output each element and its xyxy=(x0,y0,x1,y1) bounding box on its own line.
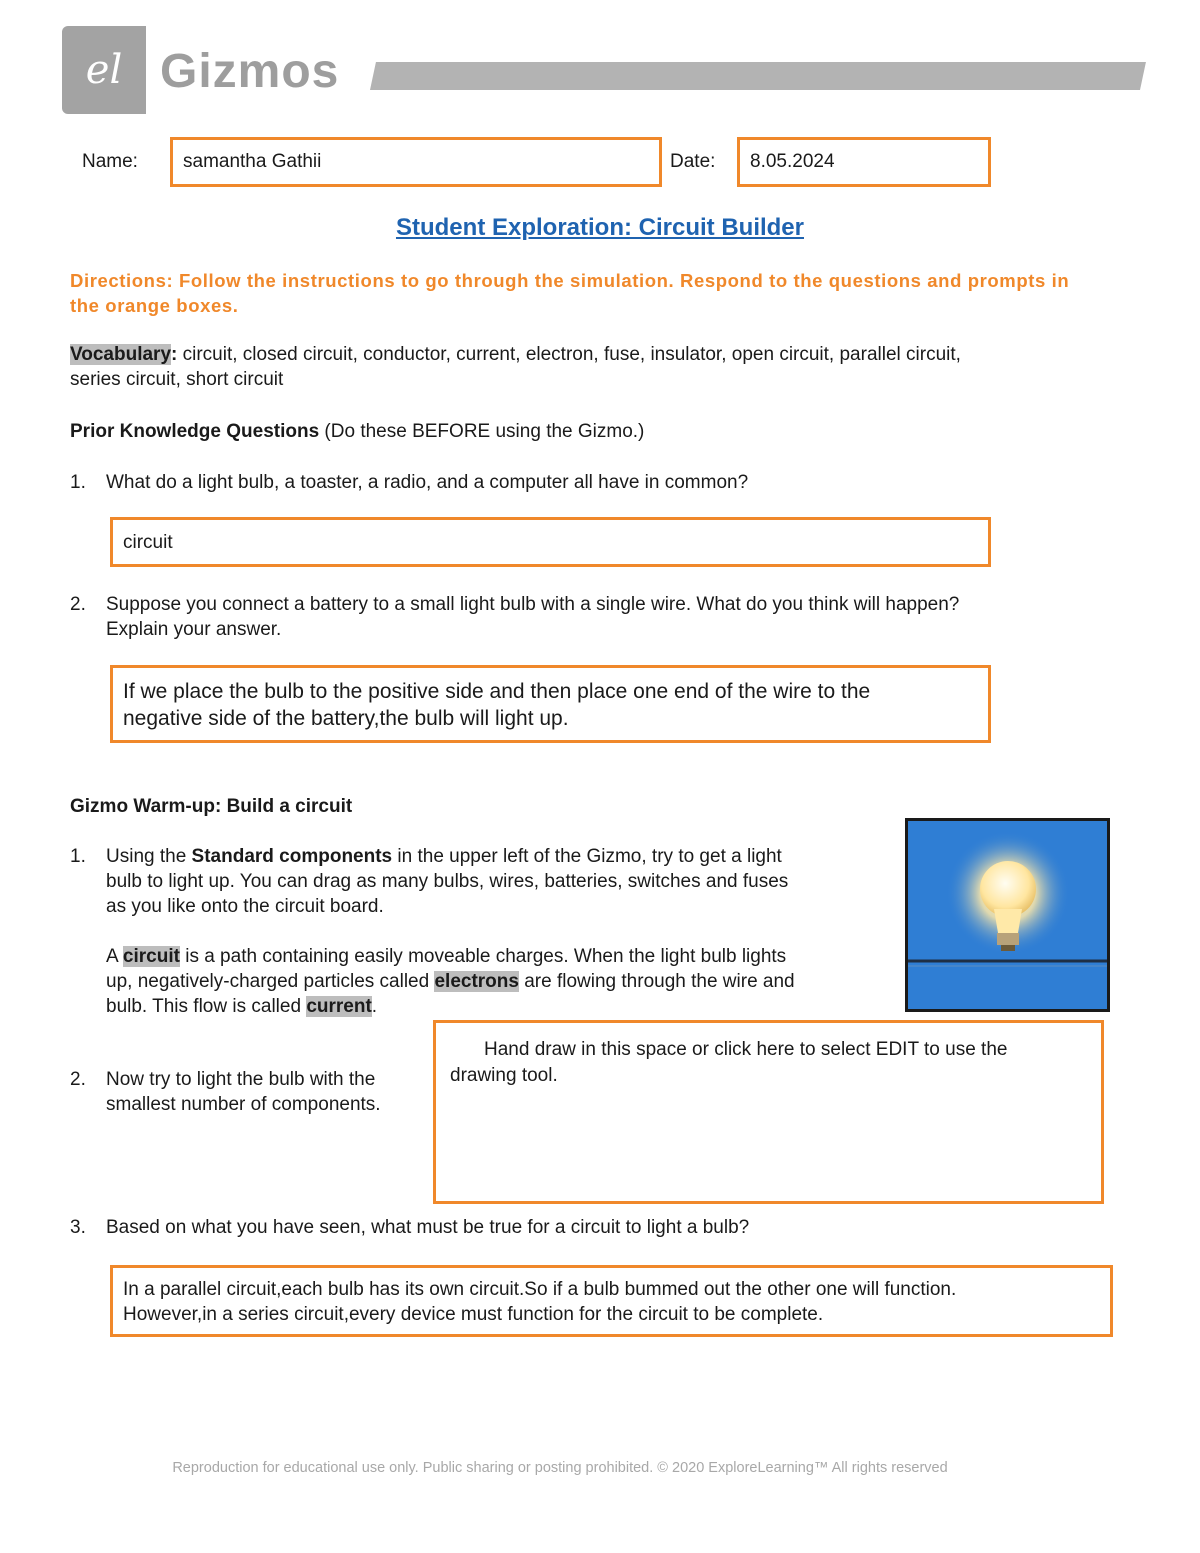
lit-light-bulb-image xyxy=(905,818,1110,1012)
q1-text-line3: as you like onto the circuit board. xyxy=(106,896,384,917)
term-circuit: circuit xyxy=(122,946,180,967)
date-field[interactable]: 8.05.2024 xyxy=(737,137,991,187)
question-warmup-1 xyxy=(70,844,900,1019)
vocabulary-label: Vocabulary xyxy=(70,344,172,365)
term-current: current xyxy=(306,996,372,1017)
answer-line2: negative side of the battery,the bulb will light up. xyxy=(123,707,569,730)
answer-line1: In a parallel circuit,each bulb has its own circuit.So if a bulb bummed out the other one will function. xyxy=(123,1279,957,1300)
page-title: Student Exploration: Circuit Builder xyxy=(395,214,804,241)
term-electrons: electrons xyxy=(434,971,519,992)
date-label: Date: xyxy=(670,151,716,172)
vocabulary xyxy=(70,342,1110,392)
vocabulary-colon: : xyxy=(171,344,178,365)
drawing-prompt-line1: Hand draw in this space or click here to select EDIT to use the xyxy=(484,1039,1008,1060)
question-text-line1: Suppose you connect a battery to a small light bulb with a single wire. What do you think will happen? xyxy=(106,594,960,615)
copyright-footer: Reproduction for educational use only. Public sharing or posting prohibited. © 2020 ExploreLearning™ All rights reserved xyxy=(172,1460,948,1476)
answer-box-warmup-3[interactable] xyxy=(110,1265,1113,1337)
name-label: Name: xyxy=(82,151,138,172)
prior-knowledge-title: Prior Knowledge Questions xyxy=(70,421,320,442)
header-bar xyxy=(370,62,1146,90)
lit-light-bulb-icon xyxy=(908,821,1107,1009)
question-pk-2 xyxy=(70,592,959,642)
standard-components-term: Standard components xyxy=(191,846,393,867)
q1-text-line2: bulb to light up. You can drag as many bulbs, wires, batteries, switches and fuses xyxy=(106,871,789,892)
question-number: 1. xyxy=(70,846,86,867)
answer-box-pk-1[interactable]: circuit xyxy=(110,517,991,567)
vocabulary-terms-line1: circuit, closed circuit, conductor, current, electron, fuse, insulator, open circuit, parallel circuit, xyxy=(177,344,961,365)
q2-text-line2: smallest number of components. xyxy=(106,1094,381,1115)
warmup-heading: Gizmo Warm-up: Build a circuit xyxy=(70,796,353,817)
drawing-box[interactable] xyxy=(433,1020,1104,1204)
vocabulary-terms-line2: series circuit, short circuit xyxy=(70,369,284,390)
definition-line2-a: up, negatively-charged particles called xyxy=(106,971,435,992)
answer-line2: However,in a series circuit,every device must function for the circuit to be complete. xyxy=(123,1304,824,1325)
q2-text-line1: Now try to light the bulb with the xyxy=(106,1069,376,1090)
question-pk-1 xyxy=(70,470,748,495)
definition-text-a: A xyxy=(106,946,123,967)
question-number: 2. xyxy=(70,594,86,615)
question-warmup-3 xyxy=(70,1215,749,1240)
explorelearning-logo-icon: el xyxy=(85,47,123,93)
prior-knowledge-note: (Do these BEFORE using the Gizmo.) xyxy=(319,421,645,442)
definition-line2-b: are flowing through the wire and xyxy=(518,971,795,992)
definition-line3-a: bulb. This flow is called xyxy=(106,996,307,1017)
question-number: 2. xyxy=(70,1069,86,1090)
question-number: 3. xyxy=(70,1217,86,1238)
drawing-prompt-line2: drawing tool. xyxy=(450,1065,558,1086)
name-field[interactable]: samantha Gathii xyxy=(170,137,662,187)
question-warmup-2 xyxy=(70,1067,381,1117)
question-text: What do a light bulb, a toaster, a radio, and a computer all have in common? xyxy=(106,472,749,493)
definition-line3-b: . xyxy=(371,996,378,1017)
q1-text-b: in the upper left of the Gizmo, try to get a light xyxy=(392,846,782,867)
question-text: Based on what you have seen, what must be true for a circuit to light a bulb? xyxy=(106,1217,750,1238)
question-text-line2: Explain your answer. xyxy=(106,619,282,640)
q1-text-a: Using the xyxy=(106,846,192,867)
answer-box-pk-2[interactable] xyxy=(110,665,991,743)
prior-knowledge-heading xyxy=(70,420,644,444)
brand-name: Gizmos xyxy=(160,45,340,98)
directions: Directions: Follow the instructions to go through the simulation. Respond to the questions and prompts in the orange boxes. xyxy=(70,270,1070,316)
answer-line1: If we place the bulb to the positive side and then place one end of the wire to the xyxy=(123,680,871,703)
definition-text-b: is a path containing easily moveable charges. When the light bulb lights xyxy=(179,946,787,967)
question-number: 1. xyxy=(70,472,86,493)
